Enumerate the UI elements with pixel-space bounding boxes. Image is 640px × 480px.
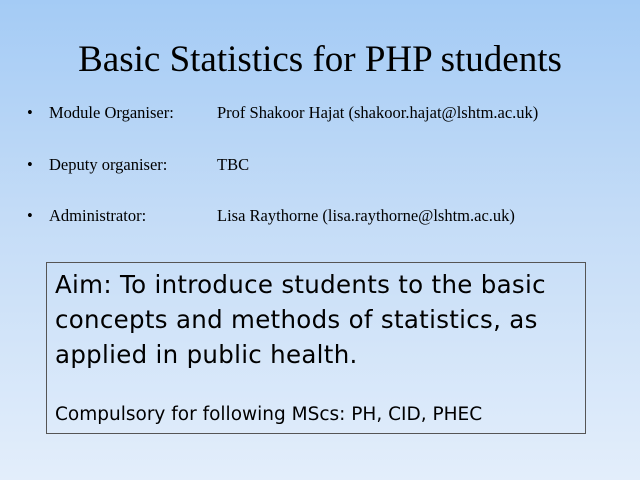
- bullet-label: Module Organiser:: [49, 103, 174, 122]
- slide-title: Basic Statistics for PHP students: [78, 39, 562, 80]
- bullet-icon: •: [27, 103, 33, 122]
- bullet-icon: •: [27, 206, 33, 225]
- compulsory-lead: Compulsory: [55, 404, 166, 425]
- aim-lead: Aim: [55, 270, 104, 299]
- bullet-item-deputy-organiser: [0, 154, 640, 176]
- compulsory-statement: [55, 403, 482, 427]
- compulsory-body: for following MScs: PH, CID, PHEC: [165, 404, 483, 425]
- bullet-value: TBC: [217, 155, 250, 174]
- bullet-label: Deputy organiser:: [49, 155, 168, 174]
- aim-text-box: [46, 262, 586, 434]
- bullet-icon: •: [27, 155, 33, 174]
- bullet-value: Prof Shakoor Hajat (shakoor.hajat@lshtm.ac.uk): [217, 103, 539, 122]
- bullet-item-module-organiser: [0, 102, 640, 124]
- aim-statement: [55, 267, 577, 372]
- bullet-label: Administrator:: [49, 206, 147, 225]
- bullet-item-administrator: [0, 205, 640, 227]
- aim-body: : To introduce students to the basic concepts and methods of statistics, as applied in public health.: [55, 270, 546, 369]
- bullet-value: Lisa Raythorne (lisa.raythorne@lshtm.ac.uk): [217, 206, 515, 225]
